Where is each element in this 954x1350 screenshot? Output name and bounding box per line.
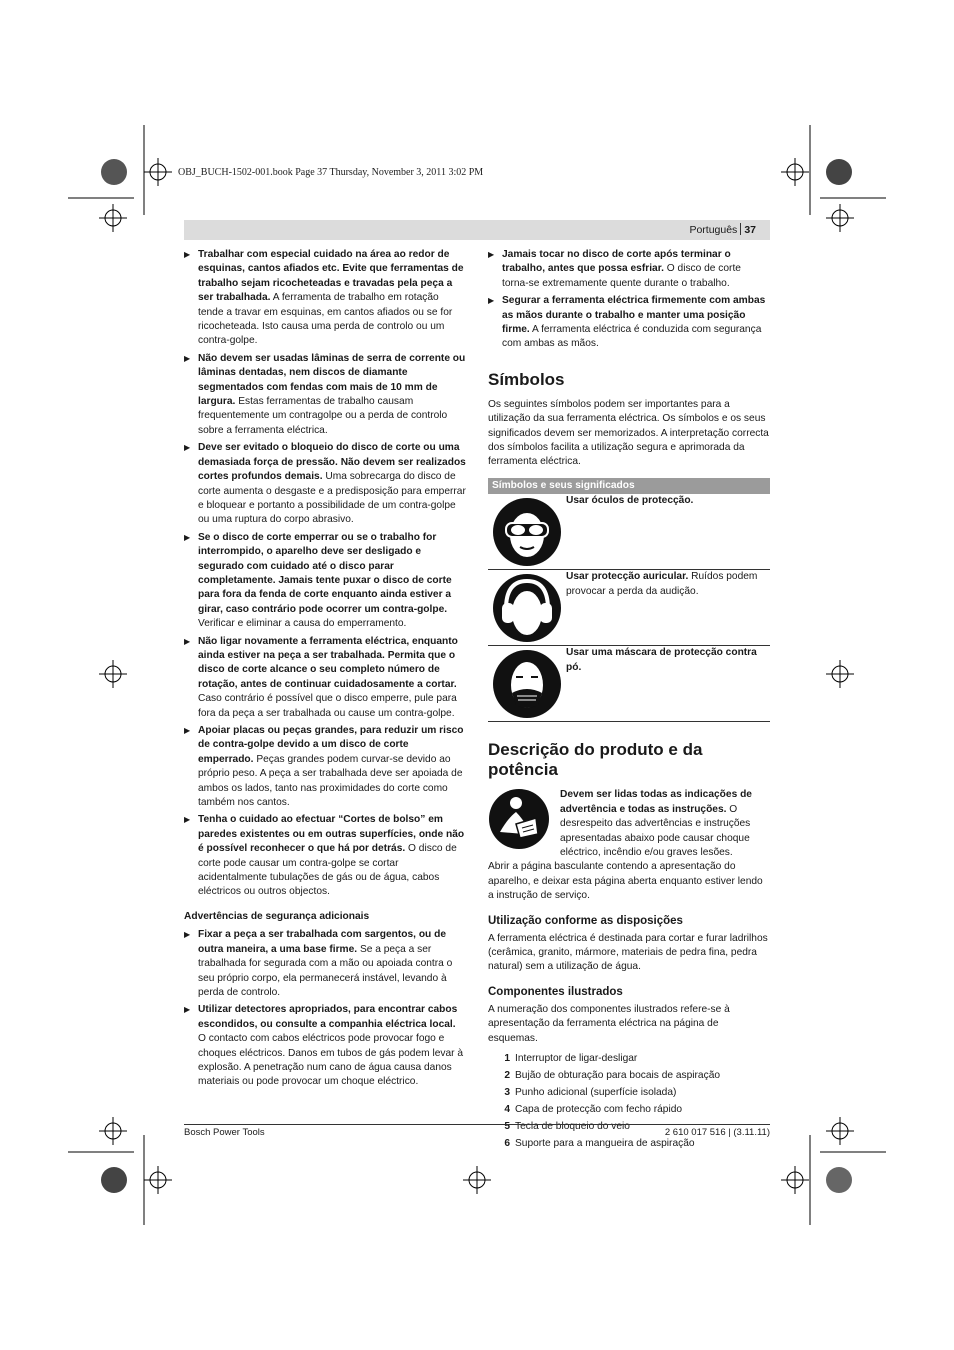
fold-page-text: Abrir a página basculante contendo a apresentação do aparelho, e deixar esta página aberta enquanto estiver lendo a instrução de serviço. [488,861,763,902]
components-intro: A numeração dos componentes ilustrados refere-se à apresentação da ferramenta eléctrica na página de esquemas. [488,1003,730,1044]
list-item: 2 Bujão de obturação para bocais de aspiração [504,1069,721,1081]
warning-item: ▶ Se o disco de corte emperrar ou se o trabalho for interrompido, o aparelho deve ser desligado e segurado com cuidado até o disco parar completamente. Jamais tente puxar o disco de corte para fora da fenda de corte enquanto ainda estiver a girar, caso contrário pode ocorrer um contra-golpe. Verificar e eliminar a causa do emperramento. [184,531,466,632]
warning-item: ▶ Jamais tocar no disco de corte após terminar o trabalho, antes que possa esfriar. O disco de corte torna-se extremamente quente durante o trabalho. [488,248,770,291]
left-column [184,248,466,1093]
book-header: OBJ_BUCH-1502-001.book Page 37 Thursday, November 3, 2011 3:02 PM [178,167,484,178]
header-language: Português [689,224,738,236]
footer-doc-number: 2 610 017 516 | (3.11.11) [664,1127,770,1138]
warning-item: ▶ Apoiar placas ou peças grandes, para reduzir um risco de contra-golpe devido a um disco de corte emperrado. Peças grandes podem curvar-se devido ao próprio peso. A peça a ser trabalhada deve ser apoiada de ambos os lados, tanto nas proximidades do corte como também nos cantos. [184,724,466,810]
read-warning-bold: Devem ser lidas todas as indicações de advertência e todas as instruções. [560,789,752,815]
symbol-text: Usar óculos de protecção. [566,495,694,507]
list-item: 5 Tecla de bloqueio do veio [504,1120,630,1132]
use-text: A ferramenta eléctrica é destinada para cortar e furar ladrilhos (cerâmica, granito, mármore, materiais de pedra fina, pedra natural) sem a utilização de água. [488,932,768,973]
warning-item: ▶ Trabalhar com especial cuidado na área ao redor de esquinas, cantos afiados etc. Evite que ferramentas de trabalho sejam ricocheteadas e travadas pela peça a ser trabalhada. A ferramenta de trabalho em rotação tende a travar em esquinas, em cantos afiados ou se for ricocheteada. Isto causa uma perda de controlo ou um contra-golpe. [184,248,466,349]
page-number: 37 [744,224,756,236]
product-heading: Descrição do produto e da potência [488,740,703,780]
list-item: 1 Interruptor de ligar-desligar [504,1052,638,1064]
footer-brand: Bosch Power Tools [184,1127,265,1138]
symbols-heading: Símbolos [488,369,565,389]
section-subheading: Advertências de segurança adicionais [184,910,370,922]
symbols-table-header: Símbolos e seus significados [488,478,770,494]
warning-item: ▶ Utilizar detectores apropriados, para encontrar cabos escondidos, ou consulte a companhia eléctrica local. O contacto com cabos eléctricos pode provocar fogo e choques eléctricos. Danos em tubos de gás podem levar à explosão. A penetração num cano de água causa danos materiais ou pode provocar um choque eléctrico. [184,1003,466,1089]
warning-item: ▶ Fixar a peça a ser trabalhada com sargentos, ou de outra maneira, a uma base firme. Se a peça a ser trabalhada for segurada com a mão ou apoiada contra o seu próprio corpo, ela permanecerá instável, levando à perda de controlo. [184,928,466,1000]
page-header-bar [184,220,770,240]
list-item: 6 Suporte para a mangueira de aspiração [504,1137,695,1149]
symbol-row: Usar protecção auricular. Ruídos podem provocar a perda da audição. [488,570,770,646]
use-heading: Utilização conforme as disposições [488,914,683,927]
list-item: 4 Capa de protecção com fecho rápido [504,1103,683,1115]
warning-item: ▶ Não devem ser usadas lâminas de serra de corrente ou lâminas dentadas, nem discos de diamante segmentados com fendas com mais de 10 mm de largura. Estas ferramentas de trabalho causam frequentemente um contragolpe ou a perda de controlo sobre a ferramenta eléctrica. [184,352,466,438]
symbol-row [488,646,770,722]
read-instructions-box: Devem ser lidas todas as indicações de advertência e todas as instruções. O desrespeito das advertências e instruções apresentadas abaixo pode causar choque eléctrico, incêndio e/ou graves lesões. [488,788,770,860]
dust-mask-icon [492,649,562,719]
right-column [488,248,770,1152]
symbol-row [488,494,770,570]
goggles-icon [492,497,562,567]
read-manual-icon [488,788,550,850]
symbol-text: Usar protecção auricular. [566,571,689,583]
symbols-intro: Os seguintes símbolos podem ser importantes para a utilização da sua ferramenta eléctrica. Os símbolos e os seus significados devem ser memorizados. A interpretação correcta dos símbolos facilita a utilização segura e aprimorada da ferramenta eléctrica. [488,398,769,468]
footer-rule [184,1124,770,1125]
symbol-text: Usar uma máscara de protecção contra pó. [566,647,757,673]
warning-item: ▶ Segurar a ferramenta eléctrica firmemente com ambas as mãos durante o trabalho e manter uma posição firme. A ferramenta eléctrica é conduzida com segurança com ambas as mãos. [488,294,770,352]
warning-item: ▶ Deve ser evitado o bloqueio do disco de corte ou uma demasiada força de pressão. Não devem ser realizados cortes profundos demais. Uma sobrecarga do disco de corte aumenta o desgaste e a predisposição para emperrar e bloquear e portanto a possibilidade de um contra-golpe ou uma ruptura do corpo abrasivo. [184,441,466,527]
list-item: 3 Punho adicional (superfície isolada) [504,1086,677,1098]
warning-item: ▶ Tenha o cuidado ao efectuar “Cortes de bolso” em paredes existentes ou em outras superfícies, onde não é possível reconhecer o que há por detrás. O disco de corte pode causar um contra-golpe se cortar acidentalmente tubulações de gás ou de água, cabos eléctricos ou outros objectos. [184,813,466,899]
components-heading: Componentes ilustrados [488,985,623,998]
ear-protection-icon [492,573,562,643]
warning-item: ▶ Não ligar novamente a ferramenta eléctrica, enquanto ainda estiver na peça a ser trabalhada. Permita que o disco de corte alcance o seu completo número de rotação, antes de continuar cuidadosamente a cortar. Caso contrário é possível que o disco emperre, pule para fora da peça a ser trabalhada ou cause um contra-golpe. [184,635,466,721]
